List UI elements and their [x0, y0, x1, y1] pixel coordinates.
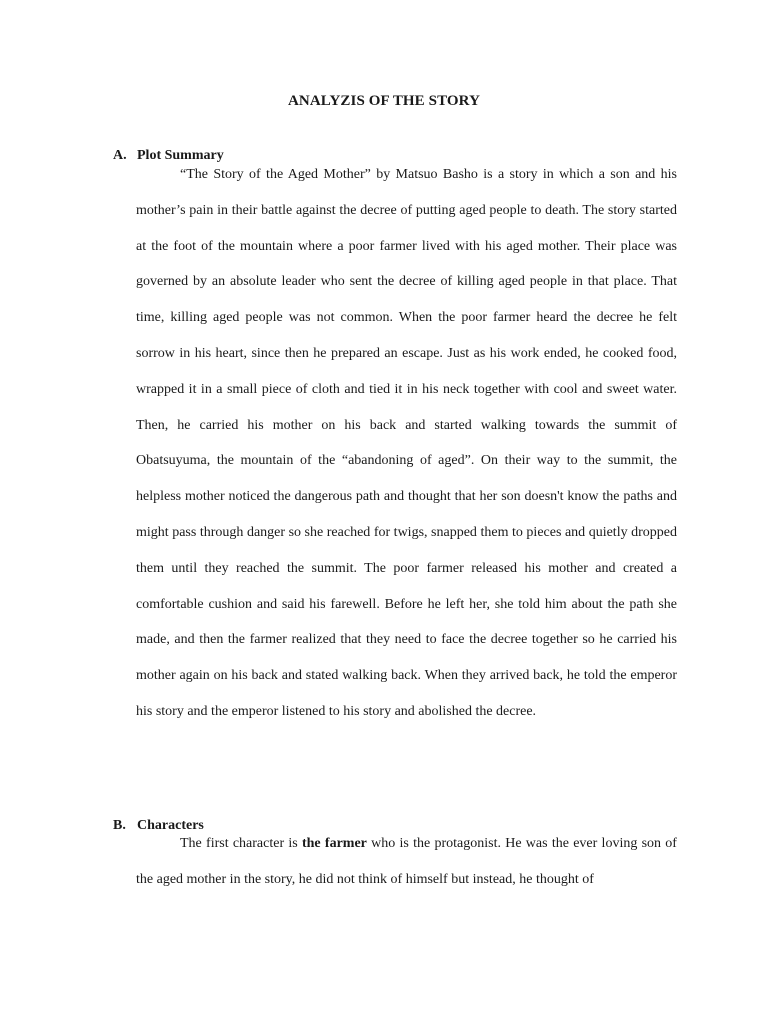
section-title: Characters	[137, 818, 204, 833]
characters-text-rest: who is the protagonist. He was the ever loving son of the aged mother in the story, he did not think of himself but instead, he thought of	[136, 836, 677, 887]
document-title: ANALYZIS OF THE STORY	[287, 93, 481, 109]
characters-paragraph	[136, 826, 677, 898]
section-title: Plot Summary	[137, 148, 224, 163]
character-name-farmer: the farmer	[301, 836, 367, 851]
section-letter: A.	[113, 148, 127, 163]
characters-text-start: The first character is	[180, 836, 302, 851]
plot-summary-paragraph: “The Story of the Aged Mother” by Matsuo Basho is a story in which a son and his mother’s pain in their battle against the decree of putting aged people to death. The story started at the foot of the mountain where a poor farmer lived with his aged mother. Their place was governed by an absolute leader who sent the decree of killing aged people in that place. That time, killing aged people was not common. When the poor farmer heard the decree he felt sorrow in his heart, since then he prepared an escape. Just as his work ended, he cooked food, wrapped it in a small piece of cloth and tied it in his neck together with cool and sweet water. Then, he carried his mother on his back and started walking towards the summit of Obatsuyuma, the mountain of the “abandoning of aged”. On their way to the summit, the helpless mother noticed the dangerous path and thought that her son doesn't know the paths and might pass through danger so she reached for twigs, snapped them to pieces and quietly dropped them until they reached the summit. The poor farmer released his mother and created a comfortable cushion and said his farewell. Before he left her, she told him about the path she made, and then the farmer realized that they need to face the decree together so he carried his mother again on his back and stated walking back. When they arrived back, he told the emperor his story and the emperor listened to his story and abolished the decree.	[136, 167, 677, 719]
section-letter: B.	[113, 818, 126, 833]
